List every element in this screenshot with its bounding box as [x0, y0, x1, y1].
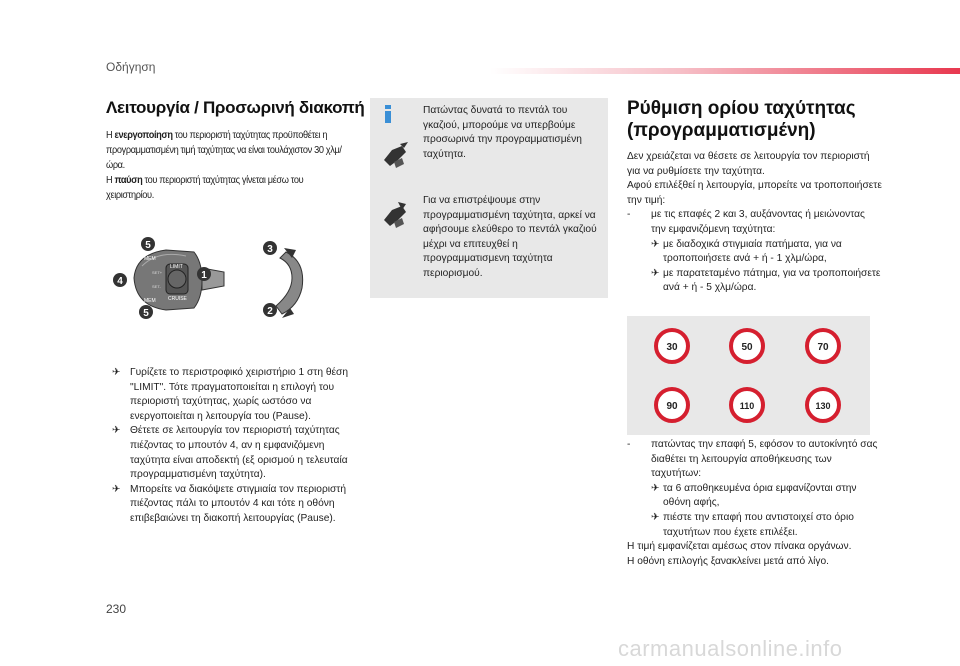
list-item: ✈ Μπορείτε να διακόψετε στιγμιαία τον περιοριστή πιέζοντας πάλι το μπουτόν 4 και τότε η οθόνη επιβεβαιώνει τη διακοπή λειτουργίας (Pause). — [112, 483, 346, 524]
pedal-release-icon — [380, 200, 410, 230]
callout-1 — [197, 267, 211, 281]
list-item: ✈ Γυρίζετε το περιστροφικό χειριστήριο 1 στη θέση "LIMIT". Τότε πραγματοποιείται η επιλογή του περιοριστή ταχύτητας, χωρίς ωστόσο να ενεργοποιείται η λειτουργία του (Pause). — [112, 367, 348, 422]
pointer-icon: ✈ — [112, 367, 121, 378]
callout-3 — [263, 241, 277, 255]
svg-text:110: 110 — [739, 401, 755, 411]
list-item: ✈ με διαδοχικά στιγμιαία πατήματα, για να τροποποιήσετε ανά + ή - 1 χλμ/ώρα, — [651, 238, 842, 265]
info-icon — [381, 104, 395, 124]
list-item: ✈ τα 6 αποθηκευμένα όρια εμφανίζονται στην οθόνη αφής, — [651, 482, 857, 509]
pointer-icon: ✈ — [112, 483, 121, 495]
set-minus-label: SET- — [152, 284, 161, 289]
operation-title: Λειτουργία / Προσωρινή διακοπή — [106, 98, 365, 117]
svg-text:2: 2 — [267, 306, 273, 317]
svg-text:4: 4 — [117, 276, 123, 287]
left-bullet-list — [106, 366, 356, 527]
pedal-press-icon — [380, 140, 410, 170]
list-item: ✈ πιέστε την επαφή που αντιστοιχεί στο όριο ταχυτήτων που έχετε επιλέξει. — [651, 511, 854, 538]
callout-2 — [263, 303, 277, 317]
svg-text:70: 70 — [817, 342, 829, 353]
header-accent-bar — [490, 68, 960, 74]
control-stalk — [134, 250, 224, 310]
steering-control-diagram — [106, 228, 364, 338]
pointer-icon: ✈ — [651, 238, 660, 250]
speed-sign-130 — [807, 389, 839, 421]
svg-text:5: 5 — [143, 308, 149, 319]
svg-text:3: 3 — [267, 244, 273, 255]
info-paragraph-1: Πατώντας δυνατά το πεντάλ του γκαζιού, μπορούμε να υπερβούμε προσωρινά την προγραμματισμένη ταχύτητα. — [423, 105, 582, 160]
section-title: Οδήγηση — [106, 60, 156, 74]
speed-sign-30 — [656, 330, 688, 362]
svg-text:90: 90 — [666, 401, 678, 412]
mem-label-bottom: MEM — [144, 298, 156, 304]
speed-signs-panel — [627, 316, 870, 435]
set-plus-label: SET+ — [152, 270, 163, 275]
info-paragraph-2: Για να επιστρέψουμε στην προγραμματισμένη ταχύτητα, αρκεί να αφήσουμε ελεύθερο το πεντάλ γκαζιού μέχρι να επιτευχθεί η προγραμματισμενη ταχύτητα περιορισμού. — [423, 195, 597, 279]
speed-sign-110 — [731, 389, 763, 421]
page-number: 230 — [106, 602, 127, 616]
pointer-icon: ✈ — [112, 425, 121, 437]
cruise-label: CRUISE — [168, 296, 187, 302]
callout-5-bottom — [139, 305, 153, 319]
svg-text:30: 30 — [666, 342, 678, 353]
list-item: ✈ με παρατεταμένο πάτημα, για να τροποποιήσετε ανά + ή - 5 χλμ/ώρα. — [651, 267, 881, 294]
intro-text: Η ενεργοποίηση του περιοριστή ταχύτητας προϋποθέτει η προγραμματισμένη τιμή ταχύτητας να είναι τουλάχιστον 30 χλμ/ώρα. Η παύση του περιοριστή ταχύτητας γίνεται μέσω του χειριστηρίου. — [106, 130, 342, 201]
list-item: - πατώντας την επαφή 5, εφόσον το αυτοκίνητό σας διαθέτει τη λειτουργία αποθήκευσης των ταχυτήτων: — [627, 439, 878, 480]
limit-label: LIMIT — [170, 264, 183, 270]
callout-4 — [113, 273, 127, 287]
speed-setting-title: Ρύθμιση ορίου ταχύτητας (προγραμματισμένη) — [627, 98, 856, 141]
list-item: ✈ Θέτετε σε λειτουργία τον περιοριστή ταχύτητας πιέζοντας το μπουτόν 4, αν η εμφανιζόμενη ταχύτητα είναι αποδεκτή (εξ ορισμού η τελευταία προγραμματισμένη ταχύτητα). — [112, 425, 348, 481]
speed-sign-50 — [731, 330, 763, 362]
memory-selection-text: - πατώντας την επαφή 5, εφόσον το αυτοκίνητό σας διαθέτει τη λειτουργία αποθήκευσης των ταχυτήτων: ✈ τα 6 αποθηκευμένα όρια εμφανίζονται στην οθόνη αφής, ✈ πιέστε την επαφή που αντιστοιχεί στο όριο ταχυτήτων που έχετε επιλέξει. Η τιμή εμφανίζεται αμέσως στον πίνακα οργάνων. Η οθόνη επιλογής ξανακλείνει μετά από λίγο. — [627, 438, 882, 569]
paddle-stalk — [276, 248, 303, 318]
pointer-icon: ✈ — [651, 482, 660, 494]
speed-sign-90 — [656, 389, 688, 421]
mem-label-top: MEM — [144, 256, 156, 262]
svg-text:1: 1 — [201, 270, 207, 281]
speed-sign-70 — [807, 330, 839, 362]
list-item: - με τις επαφές 2 και 3, αυξάνοντας ή μειώνοντας την εμφανιζόμενη ταχύτητα: — [627, 209, 865, 235]
svg-text:130: 130 — [815, 401, 831, 411]
callout-5-top — [141, 237, 155, 251]
watermark: carmanualsonline.info — [618, 636, 843, 661]
pointer-icon: ✈ — [651, 511, 660, 523]
svg-text:5: 5 — [145, 240, 151, 251]
pointer-icon: ✈ — [651, 267, 660, 279]
svg-text:50: 50 — [741, 342, 753, 353]
speed-setting-text: Δεν χρειάζεται να θέσετε σε λειτουργία τον περιοριστή για να ρυθμίσετε την ταχύτητα. Αφού επιλέξθεί η λειτουργία, μπορείτε να τροποποιήσετε την τιμή: - με τις επαφές 2 και 3, αυξάνοντας ή μειώνοντας την εμφανιζόμενη ταχύτητα: ✈ με διαδοχικά στιγμιαία πατήματα, για να τροποποιήσετε ανά + ή - 1 χλμ/ώρα, ✈ με παρατεταμένο πάτημα, για να τροποποιήσετε ανά + ή - 5 χλμ/ώρα. — [627, 150, 882, 296]
